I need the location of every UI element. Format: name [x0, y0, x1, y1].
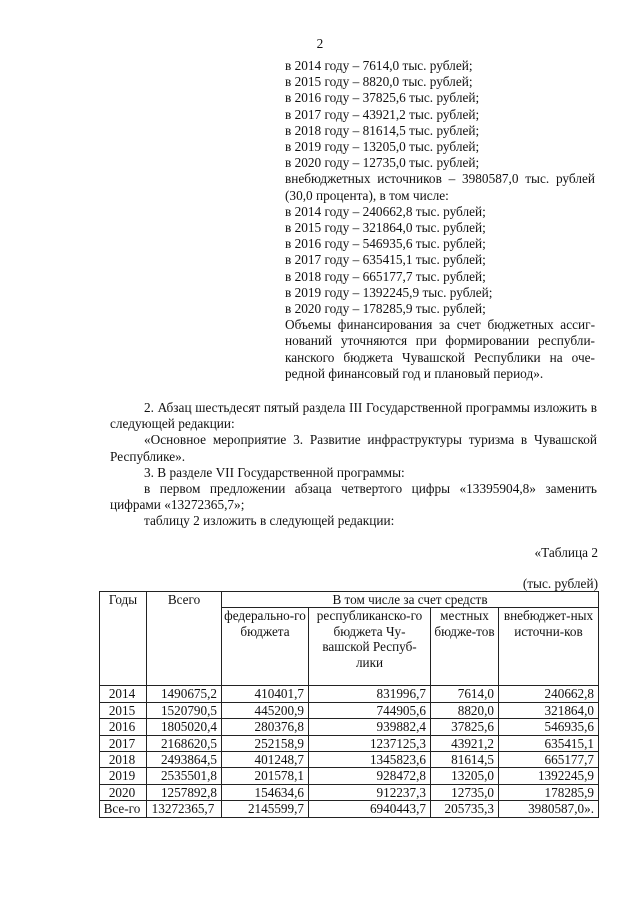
paragraph-3: 3. В разделе VII Государственной программы:: [144, 464, 405, 480]
budget-line-2019: в 2019 году – 13205,0 тыс. рублей;: [285, 139, 480, 155]
cell-federal: 401248,7: [222, 752, 309, 768]
cell-federal: 280376,8: [222, 719, 309, 735]
cell-year: 2018: [100, 752, 147, 768]
budget-line-2015: в 2015 году – 8820,0 тыс. рублей;: [285, 74, 473, 90]
cell-local: 43921,2: [431, 735, 499, 751]
cell-local: 13205,0: [431, 768, 499, 784]
cell-total: 2493864,5: [147, 752, 222, 768]
extra-line-2015: в 2015 году – 321864,0 тыс. рублей;: [285, 220, 486, 236]
cell-local: 205735,3: [431, 801, 499, 817]
cell-local: 81614,5: [431, 752, 499, 768]
table-units: (тыс. рублей): [522, 576, 598, 591]
cell-local: 7614,0: [431, 686, 499, 702]
total-row: [100, 801, 599, 817]
cell-year: 2015: [100, 702, 147, 718]
extra-line-2020: в 2020 году – 178285,9 тыс. рублей;: [285, 301, 486, 317]
page-number: 2: [316, 36, 324, 51]
paragraph-4: в первом предложении абзаца четвертого цифры «13395904,8» заменить цифрами «13272365,7»;: [110, 481, 597, 513]
cell-total: 2168620,5: [147, 735, 222, 751]
budget-line-2014: в 2014 году – 7614,0 тыс. рублей;: [285, 58, 473, 73]
body-text: [110, 400, 597, 530]
extra-line-2016: в 2016 году – 546935,6 тыс. рублей;: [285, 236, 486, 252]
funding-block: [285, 58, 595, 382]
note-line-2: нований уточняются при формировании республи-: [285, 333, 595, 349]
cell-year: 2019: [100, 768, 147, 784]
extra-line-2018: в 2018 году – 665177,7 тыс. рублей;: [285, 268, 486, 284]
cell-extra: 3980587,0».: [499, 801, 599, 817]
extra-line-2017: в 2017 году – 635415,1 тыс. рублей;: [285, 252, 486, 268]
table-row: [100, 686, 599, 702]
cell-republic: 6940443,7: [309, 801, 431, 817]
cell-total: 1257892,8: [147, 784, 222, 800]
note-line-4: редной финансовый год и плановый период».: [285, 365, 544, 381]
cell-extra: 546935,6: [499, 719, 599, 735]
header-group: В том числе за счет средств: [222, 592, 599, 608]
cell-federal: 201578,1: [222, 768, 309, 784]
extra-line-2014: в 2014 году – 240662,8 тыс. рублей;: [285, 203, 486, 219]
cell-republic: 744905,6: [309, 702, 431, 718]
cell-extra: 665177,7: [499, 752, 599, 768]
budget-line-2017: в 2017 году – 43921,2 тыс. рублей;: [285, 106, 480, 122]
table-row: [100, 719, 599, 735]
header-total: Всего: [147, 592, 222, 686]
table-body: [100, 686, 599, 817]
cell-total: 2535501,8: [147, 768, 222, 784]
header-local: местных бюдже-тов: [431, 608, 499, 686]
table-row: [100, 768, 599, 784]
cell-year: 2014: [100, 686, 147, 702]
table-caption: «Таблица 2: [534, 545, 598, 560]
cell-republic: 912237,3: [309, 784, 431, 800]
cell-federal: 410401,7: [222, 686, 309, 702]
cell-local: 12735,0: [431, 784, 499, 800]
cell-total: 1805020,4: [147, 719, 222, 735]
cell-republic: 939882,4: [309, 719, 431, 735]
cell-republic: 1345823,6: [309, 752, 431, 768]
header-federal: федерально-го бюджета: [222, 608, 309, 686]
cell-extra: 1392245,9: [499, 768, 599, 784]
budget-line-2016: в 2016 году – 37825,6 тыс. рублей;: [285, 90, 480, 106]
cell-year: 2020: [100, 784, 147, 800]
cell-total: 1520790,5: [147, 702, 222, 718]
cell-federal: 2145599,7: [222, 801, 309, 817]
table-row: [100, 784, 599, 800]
extra-budget-percent: (30,0 процента), в том числе:: [285, 187, 449, 203]
budget-line-2020: в 2020 году – 12735,0 тыс. рублей;: [285, 155, 480, 171]
paragraph-1: 2. Абзац шестьдесят пятый раздела III Государственной программы изложить в следующей редакции:: [110, 400, 597, 432]
cell-local: 8820,0: [431, 702, 499, 718]
paragraph-2: «Основное мероприятие 3. Развитие инфраструктуры туризма в Чувашской Республике».: [110, 432, 597, 464]
cell-local: 37825,6: [431, 719, 499, 735]
note-line-3: канского бюджета Чувашской Республики на оче-: [285, 349, 595, 365]
cell-total: 1490675,2: [147, 686, 222, 702]
table-row: [100, 735, 599, 751]
cell-republic: 928472,8: [309, 768, 431, 784]
cell-republic: 831996,7: [309, 686, 431, 702]
cell-federal: 252158,9: [222, 735, 309, 751]
budget-line-2018: в 2018 году – 81614,5 тыс. рублей;: [285, 122, 480, 138]
paragraph-5: таблицу 2 изложить в следующей редакции:: [144, 513, 395, 529]
note-line-1: Объемы финансирования за счет бюджетных ассиг-: [285, 317, 595, 333]
cell-year: 2017: [100, 735, 147, 751]
cell-year: 2016: [100, 719, 147, 735]
header-extra: внебюджет-ных источни-ков: [499, 608, 599, 686]
cell-extra: 321864,0: [499, 702, 599, 718]
extra-budget-heading: внебюджетных источников – 3980587,0 тыс. рублей: [285, 171, 595, 187]
header-years: Годы: [100, 592, 147, 686]
header-republic: республиканско-го бюджета Чу-вашской Респуб-лики: [309, 608, 431, 686]
cell-federal: 445200,9: [222, 702, 309, 718]
cell-extra: 635415,1: [499, 735, 599, 751]
extra-line-2019: в 2019 году – 1392245,9 тыс. рублей;: [285, 284, 493, 300]
funding-table: [99, 591, 599, 818]
cell-extra: 178285,9: [499, 784, 599, 800]
table-row: [100, 752, 599, 768]
cell-year: Все-го: [100, 801, 147, 817]
cell-republic: 1237125,3: [309, 735, 431, 751]
cell-federal: 154634,6: [222, 784, 309, 800]
table-row: [100, 702, 599, 718]
cell-extra: 240662,8: [499, 686, 599, 702]
cell-total: 13272365,7: [147, 801, 222, 817]
